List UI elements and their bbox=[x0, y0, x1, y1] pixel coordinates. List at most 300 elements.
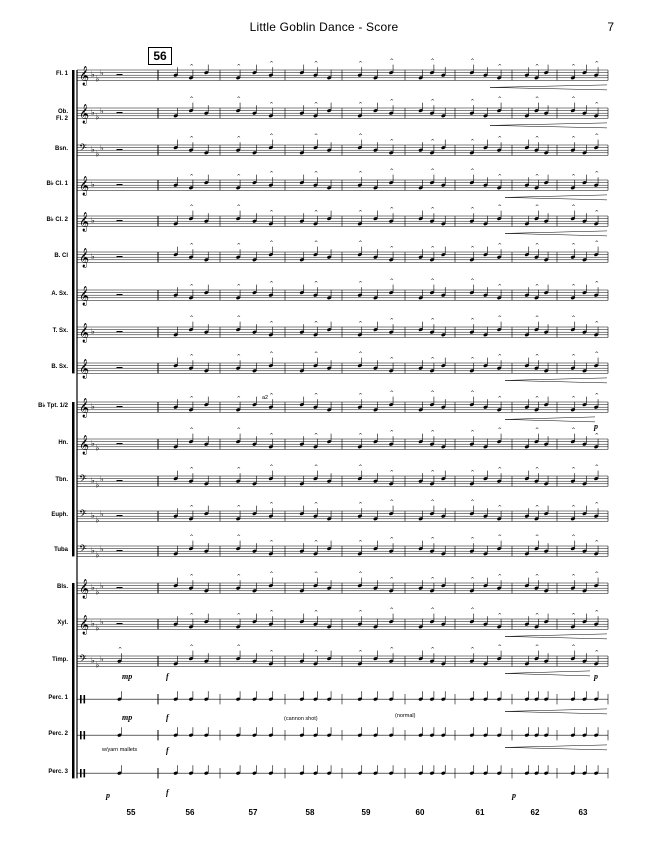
accent-icon: ^ bbox=[189, 136, 194, 143]
accent-icon: ^ bbox=[571, 96, 576, 103]
accent-icon: ^ bbox=[571, 504, 576, 511]
dynamic-p-perc3-end: p bbox=[512, 791, 516, 800]
accent-icon: ^ bbox=[594, 393, 599, 400]
accent-icon: ^ bbox=[470, 138, 475, 145]
accent-icon: ^ bbox=[189, 467, 194, 474]
accent-icon: ^ bbox=[358, 464, 363, 471]
flat-icon: ♭ bbox=[91, 401, 95, 411]
accent-icon: ^ bbox=[535, 63, 540, 70]
accent-icon: ^ bbox=[389, 168, 394, 175]
perc-clef-icon bbox=[84, 695, 86, 703]
accent-icon: ^ bbox=[314, 61, 319, 68]
accent-icon: ^ bbox=[269, 133, 274, 140]
staff-label: Perc. 3 bbox=[48, 769, 68, 776]
accent-icon: ^ bbox=[358, 209, 363, 216]
staff-label: Tuba bbox=[54, 547, 68, 554]
accent-icon: ^ bbox=[594, 571, 599, 578]
flat-icon: ♭ bbox=[95, 587, 100, 597]
rehearsal-mark: 56 bbox=[148, 47, 172, 65]
accent-icon: ^ bbox=[389, 99, 394, 106]
accent-icon: ^ bbox=[236, 612, 241, 619]
accent-icon: ^ bbox=[358, 539, 363, 546]
accent-icon: ^ bbox=[189, 96, 194, 103]
hairpin bbox=[505, 709, 607, 714]
flat-icon: ♭ bbox=[100, 617, 104, 627]
dynamic-f-perc1: f bbox=[166, 713, 169, 722]
rest-icon bbox=[117, 112, 123, 113]
accent-icon: ^ bbox=[236, 395, 241, 402]
accent-icon: ^ bbox=[269, 209, 274, 216]
accent-icon: ^ bbox=[470, 99, 475, 106]
accent-icon: ^ bbox=[189, 534, 194, 541]
accent-icon: ^ bbox=[314, 432, 319, 439]
accent-icon: ^ bbox=[430, 537, 435, 544]
accent-icon: ^ bbox=[470, 245, 475, 252]
treble-clef-icon: 𝄞 bbox=[79, 359, 90, 379]
measure-number: 63 bbox=[578, 808, 588, 817]
rest-icon bbox=[117, 550, 123, 551]
staff-label: Bsn. bbox=[54, 146, 68, 153]
treble-clef-icon: 𝄞 bbox=[79, 398, 90, 418]
accent-icon: ^ bbox=[389, 499, 394, 506]
accent-icon: ^ bbox=[594, 539, 599, 546]
accent-icon: ^ bbox=[430, 278, 435, 285]
measure-number: 60 bbox=[415, 808, 425, 817]
accent-icon: ^ bbox=[389, 356, 394, 363]
accent-icon: ^ bbox=[497, 63, 502, 70]
normal-note: (normal) bbox=[395, 713, 416, 719]
measure-number: 55 bbox=[126, 808, 136, 817]
accent-icon: ^ bbox=[497, 96, 502, 103]
accent-icon: ^ bbox=[314, 240, 319, 247]
accent-icon: ^ bbox=[430, 430, 435, 437]
accent-icon: ^ bbox=[314, 351, 319, 358]
accent-icon: ^ bbox=[470, 537, 475, 544]
accent-icon: ^ bbox=[535, 427, 540, 434]
accent-icon: ^ bbox=[594, 101, 599, 108]
accent-icon: ^ bbox=[535, 504, 540, 511]
staff-label: B♭ Tpt. 1/2 bbox=[38, 403, 68, 410]
accent-icon: ^ bbox=[430, 99, 435, 106]
accent-icon: ^ bbox=[497, 354, 502, 361]
accent-icon: ^ bbox=[571, 467, 576, 474]
accent-icon: ^ bbox=[470, 469, 475, 476]
accent-icon: ^ bbox=[594, 61, 599, 68]
accent-icon: ^ bbox=[189, 283, 194, 290]
accent-icon: ^ bbox=[497, 612, 502, 619]
accent-icon: ^ bbox=[594, 610, 599, 617]
staff-label: Euph. bbox=[51, 512, 68, 519]
accent-icon: ^ bbox=[189, 243, 194, 250]
hairpin bbox=[505, 671, 590, 676]
treble-clef-icon: 𝄞 bbox=[79, 66, 90, 86]
measure-number: 61 bbox=[475, 808, 485, 817]
accent-icon: ^ bbox=[314, 502, 319, 509]
accent-icon: ^ bbox=[389, 647, 394, 654]
accent-icon: ^ bbox=[269, 351, 274, 358]
accent-icon: ^ bbox=[314, 539, 319, 546]
rest-icon bbox=[117, 480, 123, 481]
flat-icon: ♭ bbox=[91, 475, 95, 485]
accent-icon: ^ bbox=[189, 574, 194, 581]
accent-icon: ^ bbox=[535, 354, 540, 361]
rest-icon bbox=[117, 294, 123, 295]
accent-icon: ^ bbox=[594, 133, 599, 140]
accent-icon: ^ bbox=[236, 63, 241, 70]
flat-icon: ♭ bbox=[91, 582, 95, 592]
accent-icon: ^ bbox=[430, 245, 435, 252]
measure-number: 57 bbox=[248, 808, 258, 817]
bass-clef-icon: 𝄢 bbox=[79, 543, 87, 557]
accent-icon: ^ bbox=[497, 467, 502, 474]
accent-icon: ^ bbox=[535, 204, 540, 211]
staff-label: Fl. 1 bbox=[55, 71, 68, 78]
flat-icon: ♭ bbox=[91, 545, 95, 555]
measure-number: 56 bbox=[185, 808, 195, 817]
accent-icon: ^ bbox=[269, 393, 274, 400]
flat-icon: ♭ bbox=[100, 143, 104, 153]
accent-icon: ^ bbox=[497, 243, 502, 250]
flat-icon: ♭ bbox=[100, 581, 104, 591]
accent-icon: ^ bbox=[269, 320, 274, 327]
bass-clef-icon: 𝄢 bbox=[79, 508, 87, 522]
bass-clef-icon: 𝄢 bbox=[79, 473, 87, 487]
flat-icon: ♭ bbox=[91, 69, 95, 79]
accent-icon: ^ bbox=[236, 136, 241, 143]
accent-icon: ^ bbox=[470, 499, 475, 506]
accent-icon: ^ bbox=[314, 393, 319, 400]
accent-icon: ^ bbox=[389, 138, 394, 145]
accent-icon: ^ bbox=[269, 571, 274, 578]
accent-icon: ^ bbox=[314, 171, 319, 178]
rest-icon bbox=[117, 515, 123, 516]
accent-icon: ^ bbox=[535, 467, 540, 474]
flat-icon: ♭ bbox=[91, 510, 95, 520]
accent-icon: ^ bbox=[430, 390, 435, 397]
accent-icon: ^ bbox=[389, 607, 394, 614]
accent-icon: ^ bbox=[189, 354, 194, 361]
flat-icon: ♭ bbox=[100, 68, 104, 78]
measure-number: 62 bbox=[530, 808, 540, 817]
accent-icon: ^ bbox=[535, 173, 540, 180]
accent-icon: ^ bbox=[535, 315, 540, 322]
accent-icon: ^ bbox=[236, 467, 241, 474]
accent-icon: ^ bbox=[470, 430, 475, 437]
staff-label: B♭ Cl. 1 bbox=[46, 181, 68, 188]
hairpin bbox=[505, 231, 607, 236]
accent-icon: ^ bbox=[389, 58, 394, 65]
rest-icon bbox=[117, 74, 123, 75]
accent-icon: ^ bbox=[236, 574, 241, 581]
accent-icon: ^ bbox=[535, 243, 540, 250]
accent-icon: ^ bbox=[389, 430, 394, 437]
accent-icon: ^ bbox=[430, 138, 435, 145]
accent-icon: ^ bbox=[189, 612, 194, 619]
flat-icon: ♭ bbox=[91, 251, 95, 261]
accent-icon: ^ bbox=[358, 502, 363, 509]
flat-icon: ♭ bbox=[91, 179, 95, 189]
accent-icon: ^ bbox=[189, 644, 194, 651]
accent-icon: ^ bbox=[269, 539, 274, 546]
dynamic-mp-perc1: mp bbox=[122, 713, 133, 722]
perc-clef-icon bbox=[84, 731, 86, 739]
accent-icon: ^ bbox=[269, 502, 274, 509]
accent-icon: ^ bbox=[571, 644, 576, 651]
accent-icon: ^ bbox=[314, 133, 319, 140]
rest-icon bbox=[117, 623, 123, 624]
accent-icon: ^ bbox=[189, 204, 194, 211]
hairpin bbox=[505, 378, 607, 383]
staff-label: Hn. bbox=[58, 440, 68, 447]
accent-icon: ^ bbox=[314, 320, 319, 327]
accent-icon: ^ bbox=[571, 63, 576, 70]
accent-icon: ^ bbox=[430, 168, 435, 175]
accent-icon: ^ bbox=[430, 207, 435, 214]
rest-icon bbox=[117, 256, 123, 257]
hairpin bbox=[505, 417, 595, 422]
flat-icon: ♭ bbox=[95, 443, 100, 453]
measure-number: 59 bbox=[361, 808, 371, 817]
treble-clef-icon: 𝄞 bbox=[79, 435, 90, 455]
accent-icon: ^ bbox=[269, 171, 274, 178]
accent-icon: ^ bbox=[535, 283, 540, 290]
accent-icon: ^ bbox=[497, 173, 502, 180]
flat-icon: ♭ bbox=[91, 618, 95, 628]
accent-icon: ^ bbox=[430, 499, 435, 506]
accent-icon: ^ bbox=[314, 464, 319, 471]
accent-icon: ^ bbox=[314, 101, 319, 108]
a2-marking: a2 bbox=[262, 395, 269, 401]
percussion-bracket bbox=[72, 583, 75, 778]
accent-icon: ^ bbox=[358, 61, 363, 68]
accent-icon: ^ bbox=[571, 283, 576, 290]
accent-icon: ^ bbox=[358, 649, 363, 656]
accent-icon: ^ bbox=[571, 574, 576, 581]
rest-icon bbox=[117, 443, 123, 444]
accent-icon: ^ bbox=[430, 356, 435, 363]
accent-icon: ^ bbox=[236, 173, 241, 180]
accent-icon: ^ bbox=[358, 432, 363, 439]
treble-clef-icon: 𝄞 bbox=[79, 579, 90, 599]
dynamic-mp-timp: mp bbox=[122, 672, 133, 681]
staff-label: Perc. 2 bbox=[48, 731, 68, 738]
accent-icon: ^ bbox=[314, 209, 319, 216]
accent-icon: ^ bbox=[571, 534, 576, 541]
accent-icon: ^ bbox=[497, 136, 502, 143]
accent-icon: ^ bbox=[189, 315, 194, 322]
staff-label: Perc. 1 bbox=[48, 695, 68, 702]
accent-icon: ^ bbox=[269, 464, 274, 471]
flat-icon: ♭ bbox=[91, 326, 95, 336]
accent-icon: ^ bbox=[269, 610, 274, 617]
treble-clef-icon: 𝄞 bbox=[79, 248, 90, 268]
flat-icon: ♭ bbox=[95, 623, 100, 633]
staff-label: B♭ Cl. 2 bbox=[46, 217, 68, 224]
brass-bracket bbox=[72, 402, 75, 556]
accent-icon: ^ bbox=[470, 58, 475, 65]
perc-clef-icon bbox=[80, 695, 82, 703]
accent-icon: ^ bbox=[189, 427, 194, 434]
accent-icon: ^ bbox=[269, 61, 274, 68]
accent-icon: ^ bbox=[594, 649, 599, 656]
accent-icon: ^ bbox=[269, 281, 274, 288]
hairpin bbox=[505, 195, 607, 200]
flat-icon: ♭ bbox=[95, 112, 100, 122]
treble-clef-icon: 𝄞 bbox=[79, 212, 90, 232]
accent-icon: ^ bbox=[535, 136, 540, 143]
accent-icon: ^ bbox=[571, 243, 576, 250]
flat-icon: ♭ bbox=[91, 655, 95, 665]
accent-icon: ^ bbox=[470, 647, 475, 654]
accent-icon: ^ bbox=[430, 469, 435, 476]
staff-label: T. Sx. bbox=[52, 328, 68, 335]
accent-icon: ^ bbox=[389, 537, 394, 544]
accent-icon: ^ bbox=[470, 278, 475, 285]
accent-icon: ^ bbox=[314, 571, 319, 578]
accent-icon: ^ bbox=[236, 283, 241, 290]
accent-icon: ^ bbox=[571, 173, 576, 180]
staff-label: Ob. Fl. 2 bbox=[55, 109, 68, 123]
accent-icon: ^ bbox=[497, 283, 502, 290]
flat-icon: ♭ bbox=[100, 654, 104, 664]
staff-label: A. Sx. bbox=[51, 291, 68, 298]
accent-icon: ^ bbox=[470, 576, 475, 583]
accent-icon: ^ bbox=[430, 58, 435, 65]
staff-label: Xyl. bbox=[57, 620, 68, 627]
accent-icon: ^ bbox=[594, 209, 599, 216]
perc-clef-icon bbox=[80, 731, 82, 739]
accent-icon: ^ bbox=[358, 133, 363, 140]
accent-icon: ^ bbox=[389, 278, 394, 285]
accent-icon: ^ bbox=[358, 571, 363, 578]
accent-icon: ^ bbox=[470, 390, 475, 397]
accent-icon: ^ bbox=[236, 534, 241, 541]
accent-icon: ^ bbox=[497, 427, 502, 434]
accent-icon: ^ bbox=[189, 63, 194, 70]
accent-icon: ^ bbox=[314, 610, 319, 617]
treble-clef-icon: 𝄞 bbox=[79, 176, 90, 196]
accent-icon: ^ bbox=[269, 240, 274, 247]
accent-icon: ^ bbox=[470, 168, 475, 175]
treble-clef-icon: 𝄞 bbox=[79, 615, 90, 635]
accent-icon: ^ bbox=[594, 281, 599, 288]
flat-icon: ♭ bbox=[100, 544, 104, 554]
accent-icon: ^ bbox=[497, 504, 502, 511]
accent-icon: ^ bbox=[389, 207, 394, 214]
rest-icon bbox=[117, 406, 123, 407]
accent-icon: ^ bbox=[497, 534, 502, 541]
accent-icon: ^ bbox=[594, 351, 599, 358]
accent-icon: ^ bbox=[236, 315, 241, 322]
accent-icon: ^ bbox=[470, 356, 475, 363]
flat-icon: ♭ bbox=[95, 74, 100, 84]
accent-icon: ^ bbox=[389, 469, 394, 476]
flat-icon: ♭ bbox=[95, 515, 100, 525]
accent-icon: ^ bbox=[236, 644, 241, 651]
rest-icon bbox=[117, 331, 123, 332]
rest-icon bbox=[117, 184, 123, 185]
accent-icon: ^ bbox=[189, 504, 194, 511]
accent-icon: ^ bbox=[358, 240, 363, 247]
accent-icon: ^ bbox=[470, 318, 475, 325]
flat-icon: ♭ bbox=[95, 149, 100, 159]
accent-icon: ^ bbox=[535, 574, 540, 581]
accent-icon: ^ bbox=[358, 320, 363, 327]
flat-icon: ♭ bbox=[91, 215, 95, 225]
accent-icon: ^ bbox=[389, 318, 394, 325]
accent-icon: ^ bbox=[535, 96, 540, 103]
flat-icon: ♭ bbox=[100, 474, 104, 484]
perc-clef-icon bbox=[84, 769, 86, 777]
accent-icon: ^ bbox=[571, 354, 576, 361]
accent-icon: ^ bbox=[497, 315, 502, 322]
treble-clef-icon: 𝄞 bbox=[79, 104, 90, 124]
treble-clef-icon: 𝄞 bbox=[79, 286, 90, 306]
accent-icon: ^ bbox=[470, 607, 475, 614]
accent-icon: ^ bbox=[535, 395, 540, 402]
staff-label: Bls. bbox=[56, 584, 68, 591]
accent-icon: ^ bbox=[358, 171, 363, 178]
accent-icon: ^ bbox=[358, 393, 363, 400]
perc-clef-icon bbox=[80, 769, 82, 777]
accent-icon: ^ bbox=[497, 204, 502, 211]
accent-icon: ^ bbox=[358, 101, 363, 108]
cannon-shot-note: (cannon shot) bbox=[284, 716, 318, 722]
accent-icon: ^ bbox=[389, 245, 394, 252]
accent-icon: ^ bbox=[430, 647, 435, 654]
accent-icon: ^ bbox=[497, 644, 502, 651]
flat-icon: ♭ bbox=[100, 509, 104, 519]
staff-label: B. Cl bbox=[54, 253, 68, 260]
rest-icon bbox=[117, 220, 123, 221]
flat-icon: ♭ bbox=[95, 550, 100, 560]
accent-icon: ^ bbox=[430, 318, 435, 325]
accent-icon: ^ bbox=[535, 612, 540, 619]
accent-icon: ^ bbox=[236, 354, 241, 361]
accent-icon: ^ bbox=[594, 171, 599, 178]
accent-icon: ^ bbox=[571, 427, 576, 434]
accent-icon: ^ bbox=[571, 315, 576, 322]
accent-icon: ^ bbox=[314, 649, 319, 656]
hairpin bbox=[490, 123, 607, 128]
accent-icon: ^ bbox=[118, 647, 123, 654]
accent-icon: ^ bbox=[594, 502, 599, 509]
page-number: 7 bbox=[607, 20, 614, 34]
staff-label: Tbn. bbox=[55, 477, 68, 484]
treble-clef-icon: 𝄞 bbox=[79, 323, 90, 343]
accent-icon: ^ bbox=[470, 207, 475, 214]
accent-icon: ^ bbox=[236, 427, 241, 434]
dynamic-f-perc2: f bbox=[166, 746, 169, 755]
accent-icon: ^ bbox=[571, 395, 576, 402]
accent-icon: ^ bbox=[358, 351, 363, 358]
flat-icon: ♭ bbox=[91, 438, 95, 448]
accent-icon: ^ bbox=[571, 204, 576, 211]
flat-icon: ♭ bbox=[100, 106, 104, 116]
flat-icon: ♭ bbox=[95, 660, 100, 670]
accent-icon: ^ bbox=[314, 281, 319, 288]
flat-icon: ♭ bbox=[91, 107, 95, 117]
accent-icon: ^ bbox=[497, 574, 502, 581]
hairpin bbox=[505, 634, 607, 639]
yarn-mallets-note: w/yarn mallets bbox=[102, 747, 138, 753]
flat-icon: ♭ bbox=[91, 144, 95, 154]
staff-label: Timp. bbox=[52, 657, 68, 664]
accent-icon: ^ bbox=[535, 644, 540, 651]
measure-number: 58 bbox=[305, 808, 315, 817]
accent-icon: ^ bbox=[430, 576, 435, 583]
accent-icon: ^ bbox=[594, 240, 599, 247]
